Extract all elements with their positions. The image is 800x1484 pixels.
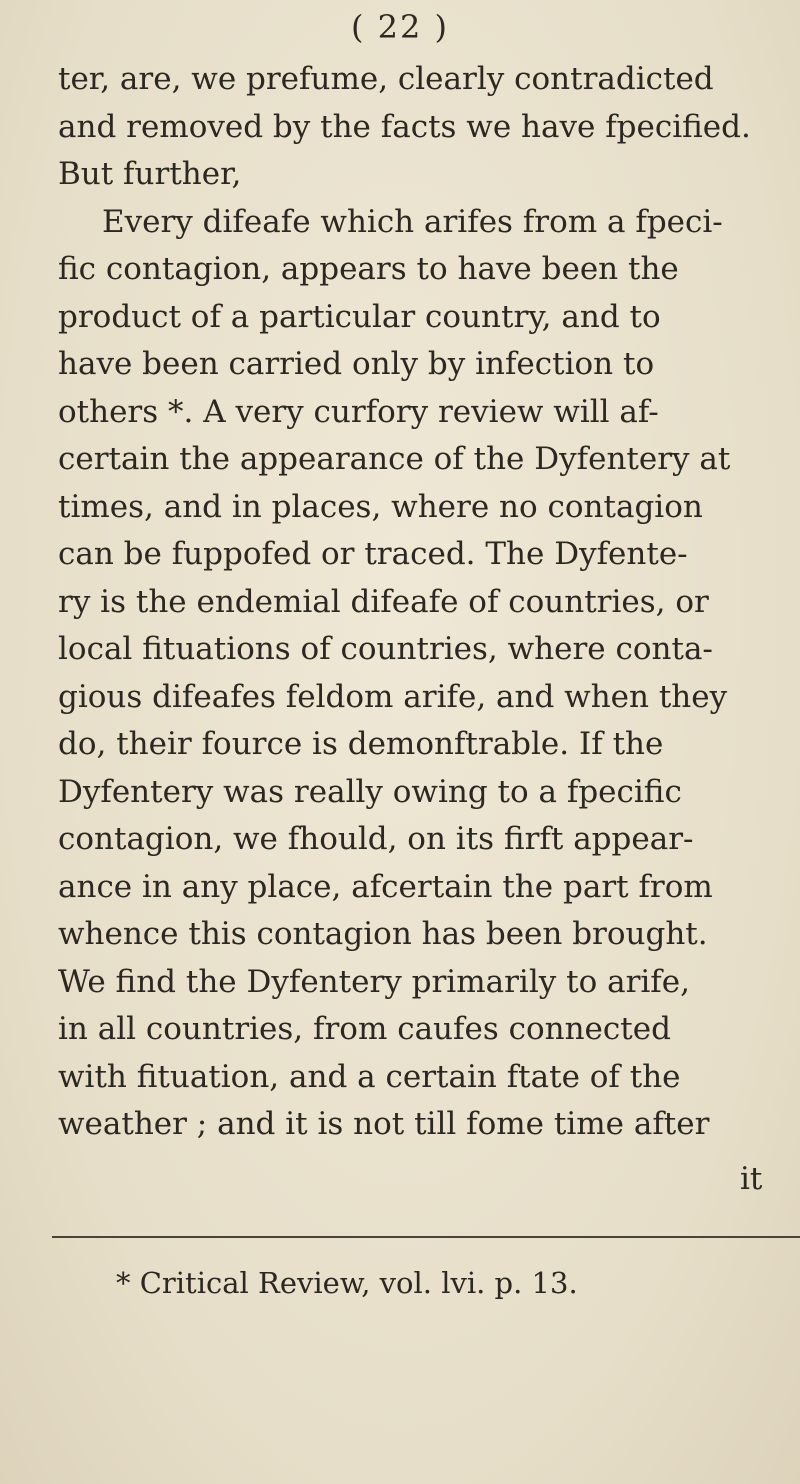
text-line: Dyfentery was really owing to a fpecific (58, 773, 682, 810)
text-line: times, and in places, where no contagion (58, 488, 703, 525)
text-line: weather ; and it is not till fome time after (58, 1106, 710, 1142)
text-line: ance in any place, afcertain the part from (58, 868, 713, 905)
text-line: gious difeafes feldom arife, and when they (58, 678, 728, 715)
catchword: it (740, 1161, 763, 1197)
text-line: others *. A very curfory review will af- (58, 393, 659, 430)
text-line: ter, are, we prefume, clearly contradicted (58, 61, 714, 97)
text-line: Every difeafe which arifes from a fpeci- (102, 203, 723, 240)
text-line: fic contagion, appears to have been the (58, 251, 679, 287)
text-line: ry is the endemial difeafe of countries, or (58, 583, 709, 620)
text-line: certain the appearance of the Dyfentery at (58, 441, 731, 477)
body-text (58, 56, 798, 1149)
text-line: do, their fource is demonftrable. If the (58, 726, 664, 762)
text-line: in all countries, from caufes connected (58, 1011, 671, 1047)
text-line: can be fuppofed or traced. The Dyfente- (58, 536, 688, 572)
text-line: But further, (58, 156, 242, 192)
text-line: product of a particular country, and to (58, 298, 661, 335)
text-line: have been carried only by infection to (58, 346, 655, 382)
text-line: whence this contagion has been brought. (58, 916, 708, 952)
text-line: local fituations of countries, where conta- (58, 631, 713, 667)
text-line: and removed by the facts we have fpecified. (58, 108, 751, 145)
footnote-divider (52, 1236, 800, 1238)
text-line: with fituation, and a certain ftate of the (58, 1058, 681, 1095)
page-number: ( 22 ) (350, 8, 450, 46)
footnote: * Critical Review, vol. lvi. p. 13. (116, 1266, 578, 1300)
text-line: We find the Dyfentery primarily to arife, (58, 963, 690, 1000)
text-line: contagion, we fhould, on its firft appear- (58, 821, 694, 857)
